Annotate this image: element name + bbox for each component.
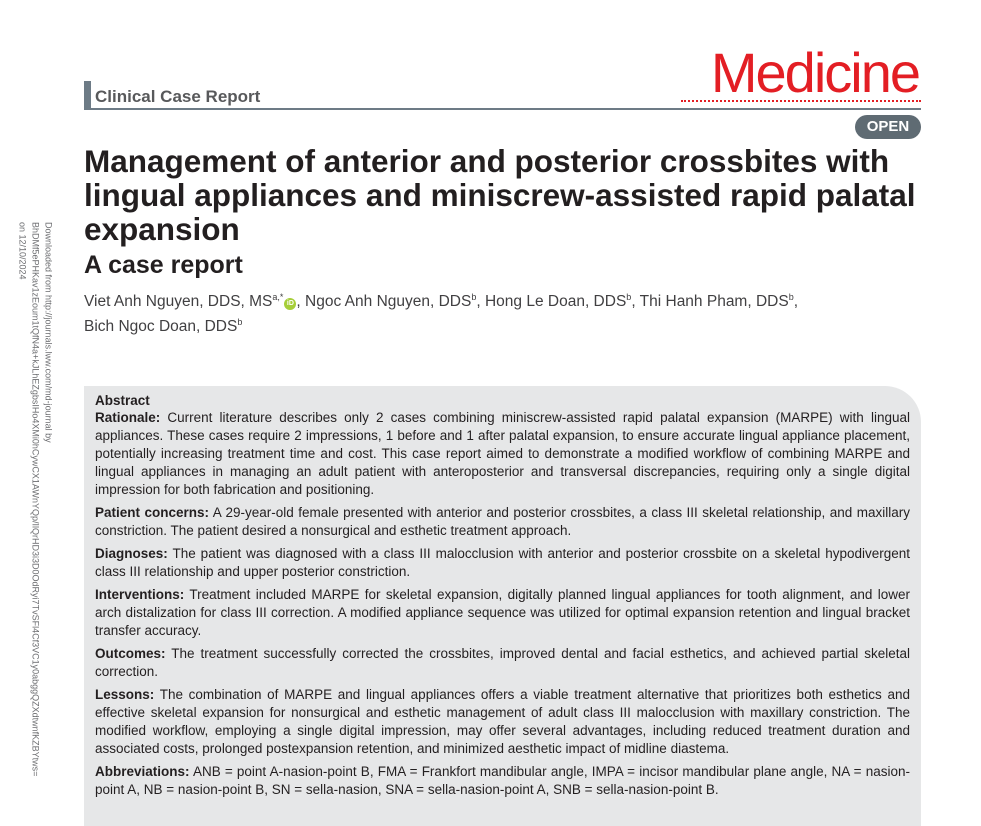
author-name[interactable]: Viet Anh Nguyen, DDS, MS [84,293,273,310]
abstract-text: The combination of MARPE and lingual appliances offers a viable treatment alternative that prioritizes both esthetics and effective skeletal expansion for nonsurgical and esthetic management of adult class III malocclusion with maxillary constriction. The modified workflow, employing a single digital impression, may offer several advantages, including reduced treatment duration and associated costs, prolonged postexpansion retention, and minimized aesthetic impact of midline diastema. [95,687,910,756]
author-affiliation: b [626,292,632,302]
abstract-label: Patient concerns: [95,505,209,520]
abstract-label: Lessons: [95,687,155,702]
download-watermark-text: Downloaded from http://journals.lww.com/md-journal by BhDMf5ePHKav1zEoum1tQfN4a+kJLhEZgbsIHo4XMi0hCywCX1AWnYQp/IlQrHD3i3D0OdRyi7TvSFl4Cf3VC1y0abggQZXdtwnfKZBYtws= on 12/10/2024 [17,222,54,777]
abstract-text: The patient was diagnosed with a class III malocclusion with anterior and posterior crossbite on a skeletal hypodivergent class III relationship and upper posterior constriction. [95,546,910,579]
author-affiliation: a,* [272,292,284,302]
abstract-label: Outcomes: [95,646,166,661]
author-name[interactable]: Ngoc Anh Nguyen, DDS [305,293,472,310]
abstract-text: ANB = point A-nasion-point B, FMA = Frankfort mandibular angle, IMPA = incisor mandibular plane angle, NA = nasion-point A, NB = nasion-point B, SN = sella-nasion, SNA = sella-nasion-point A, SNB = sella-nasion-point B. [95,764,910,797]
header-rule [84,108,921,110]
author-affiliation: b [788,292,794,302]
orcid-icon[interactable]: iD [284,298,296,310]
abstract-heading: Abstract [95,393,150,408]
abstract-rationale [95,409,910,499]
abstract-text: The treatment successfully corrected the crossbites, improved dental and facial esthetics, and achieved partial skeletal correction. [95,646,910,679]
download-watermark [17,222,54,777]
journal-header [84,40,921,140]
author-name[interactable]: Thi Hanh Pham, DDS [639,293,789,310]
author-affiliation: b [237,317,243,327]
section-label-text: Clinical Case Report [95,87,261,106]
abstract-label: Interventions: [95,587,185,602]
section-label [84,81,260,109]
article-title: Management of anterior and posterior crossbites with lingual appliances and miniscrew-assisted rapid palatal expansion [84,143,916,247]
abstract-text: Treatment included MARPE for skeletal expansion, digitally planned lingual appliances for tooth alignment, and lower arch distalization for class III correction. A modified appliance sequence was utilized for optimal expansion retention and lingual bracket transfer accuracy. [95,587,910,638]
abstract-box [84,386,921,826]
abstract-label: Diagnoses: [95,546,168,561]
abstract-label: Rationale: [95,410,161,425]
abstract-diagnoses [95,545,910,581]
abstract-interventions [95,586,910,640]
abstract-abbreviations [95,763,910,799]
abstract-outcomes [95,645,910,681]
author-affiliation: b [471,292,477,302]
logo-dotted-line [681,100,921,102]
open-access-badge: OPEN [855,115,921,139]
abstract-text: A 29-year-old female presented with anterior and posterior crossbites, a class III skeletal relationship, and maxillary constriction. The patient desired a nonsurgical and esthetic treatment approach. [95,505,910,538]
journal-logo: Medicine [710,41,919,104]
abstract-lessons [95,686,910,758]
author-name[interactable]: Hong Le Doan, DDS [484,293,627,310]
abstract-patient-concerns [95,504,910,540]
abstract-text: Current literature describes only 2 cases combining miniscrew-assisted rapid palatal expansion (MARPE) with lingual appliances. These cases require 2 impressions, 1 before and 1 after palatal expansion, to ensure accurate lingual appliance placement, potentially increasing treatment time and cost. This case report aimed to demonstrate a modified workflow of combining MARPE and lingual appliances in managing an adult patient with anteroposterior and transversal discrepancies, requiring only a single digital impression for both fabrication and positioning. [95,410,910,497]
author-name[interactable]: Bich Ngoc Doan, DDS [84,318,238,335]
author-list: Viet Anh Nguyen, DDS, $MS^{a,*}iD$ , Ngoc Anh Nguyen, DDS$^b$, Hong Le Doan, DDS$^b$, Thi Hanh Pham, DDS$^b$, Bich Ngoc Doan, DDS$^b$ [84,292,799,335]
article-subtitle: A case report [84,251,243,279]
abstract-label: Abbreviations: [95,764,190,779]
